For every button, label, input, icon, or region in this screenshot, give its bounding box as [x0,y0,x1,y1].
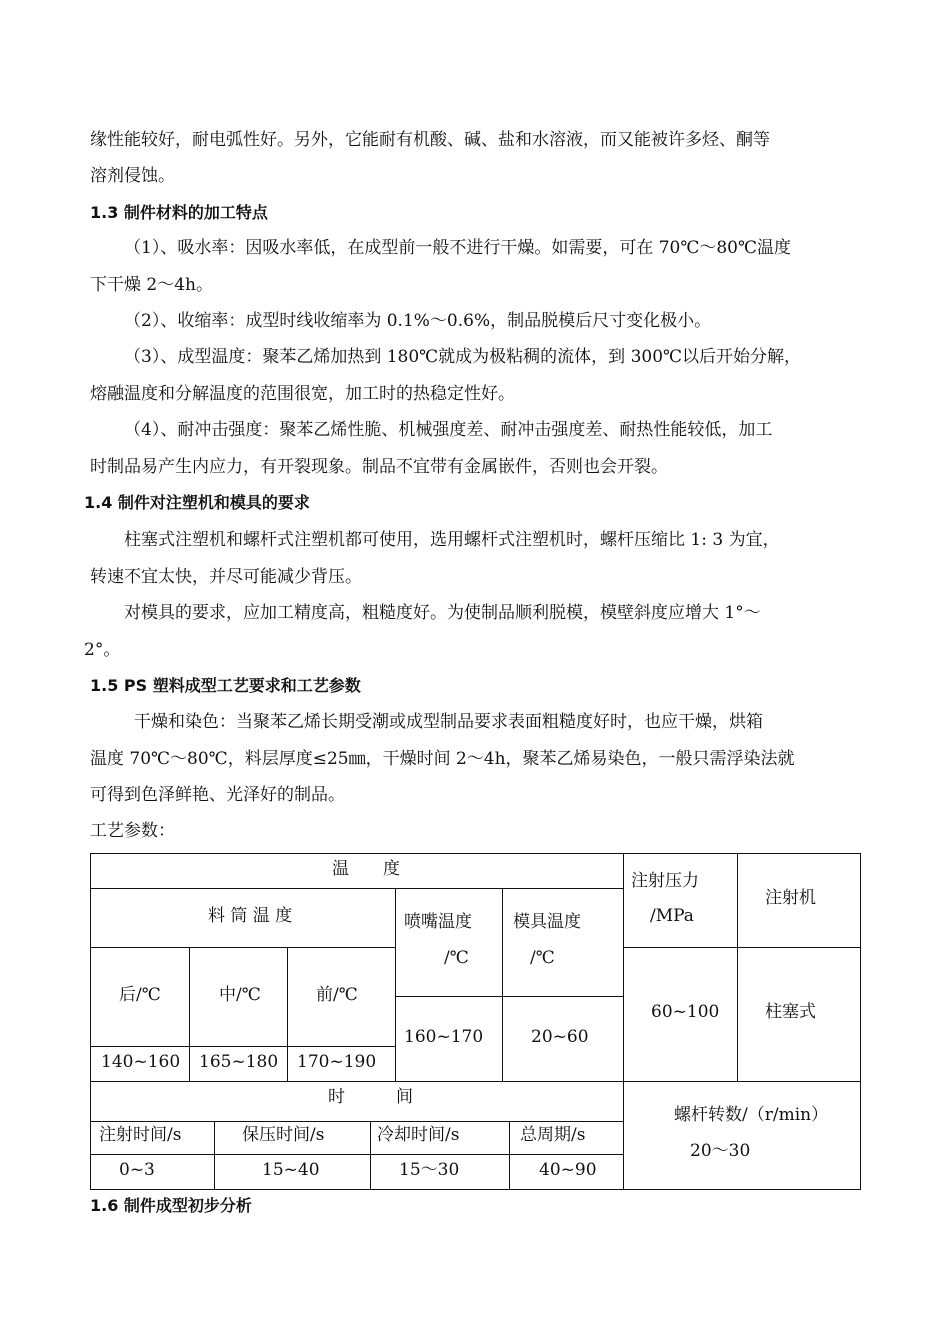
list-item-line: （4）、耐冲击强度：聚苯乙烯性脆、机械强度差、耐冲击强度差、耐热性能较低，加工 [124,420,773,440]
paragraph-line: 溶剂侵蚀。 [90,166,175,186]
paragraph-line: 柱塞式注塑机和螺杆式注塑机都可使用，选用螺杆式注塑机时，螺杆压缩比 1: 3 为宜， [124,530,780,550]
list-item-line: 时制品易产生内应力，有开裂现象。制品不宜带有金属嵌件，否则也会开裂。 [90,457,668,477]
process-parameters-table [90,853,861,1190]
time-header: 时 间 [328,1087,413,1107]
list-item-line: （1）、吸水率：因吸水率低，在成型前一般不进行干燥。如需要，可在 70℃～80℃温度 [124,238,792,258]
paragraph-line: 缘性能较好，耐电弧性好。另外，它能耐有机酸、碱、盐和水溶液，而又能被许多烃、酮等 [90,130,770,150]
cooling-time-header: 冷却时间/s [377,1125,460,1145]
section-heading-1-3: 1.3 制件材料的加工特点 [90,203,268,222]
temperature-header: 温 度 [332,859,400,879]
list-item-line: 下干燥 2～4h。 [90,275,213,295]
mold-temperature-unit: /℃ [530,948,555,968]
middle-zone-header: 中/℃ [219,985,261,1005]
front-zone-header: 前/℃ [316,985,358,1005]
list-item-line: （3）、成型温度：聚苯乙烯加热到 180℃就成为极粘稠的流体，到 300℃以后开始分解， [124,347,802,367]
nozzle-temperature-value: 160~170 [404,1027,484,1047]
middle-zone-value: 165~180 [199,1052,279,1072]
injection-pressure-value: 60~100 [651,1002,720,1022]
screw-speed-header: 螺杆转数/（r/min） [674,1105,829,1125]
injection-machine-value: 柱塞式 [765,1002,816,1022]
paragraph-line: 对模具的要求，应加工精度高，粗糙度好。为使制品顺利脱模，模壁斜度应增大 1°～ [124,603,761,623]
nozzle-temperature-header: 喷嘴温度 [404,912,472,932]
injection-machine-header: 注射机 [765,888,816,908]
paragraph-line: 可得到色泽鲜艳、光泽好的制品。 [90,785,345,805]
injection-pressure-header: 注射压力 [631,871,699,891]
cooling-time-value: 15～30 [399,1160,460,1180]
list-item-line: 熔融温度和分解温度的范围很宽，加工时的热稳定性好。 [90,384,515,404]
injection-pressure-unit: /MPa [650,906,694,926]
rear-zone-value: 140~160 [101,1052,181,1072]
holding-time-header: 保压时间/s [242,1125,325,1145]
cycle-time-header: 总周期/s [520,1125,586,1145]
rear-zone-header: 后/℃ [119,985,161,1005]
section-heading-1-4: 1.4 制件对注塑机和模具的要求 [84,493,310,512]
paragraph-line: 温度 70℃～80℃，料层厚度≤25㎜，干燥时间 2～4h，聚苯乙烯易染色，一般只需浮染法就 [90,749,795,769]
holding-time-value: 15~40 [262,1160,320,1180]
nozzle-temperature-unit: /℃ [444,948,469,968]
front-zone-value: 170~190 [297,1052,377,1072]
cycle-time-value: 40~90 [539,1160,597,1180]
section-heading-1-5: 1.5 PS 塑料成型工艺要求和工艺参数 [90,676,361,695]
mold-temperature-header: 模具温度 [513,912,581,932]
list-item-line: （2）、收缩率：成型时线收缩率为 0.1%～0.6%，制品脱模后尺寸变化极小。 [124,311,712,331]
table-caption: 工艺参数： [90,821,175,841]
injection-time-value: 0~3 [119,1160,155,1180]
barrel-temperature-header: 料 筒 温 度 [208,906,293,926]
injection-time-header: 注射时间/s [99,1125,182,1145]
paragraph-line: 转速不宜太快，并尽可能减少背压。 [90,567,362,587]
mold-temperature-value: 20~60 [531,1027,589,1047]
screw-speed-value: 20～30 [690,1141,751,1161]
paragraph-line: 干燥和染色：当聚苯乙烯长期受潮或成型制品要求表面粗糙度好时，也应干燥，烘箱 [134,712,763,732]
section-heading-1-6: 1.6 制件成型初步分析 [90,1196,252,1215]
paragraph-line: 2°。 [84,640,121,660]
